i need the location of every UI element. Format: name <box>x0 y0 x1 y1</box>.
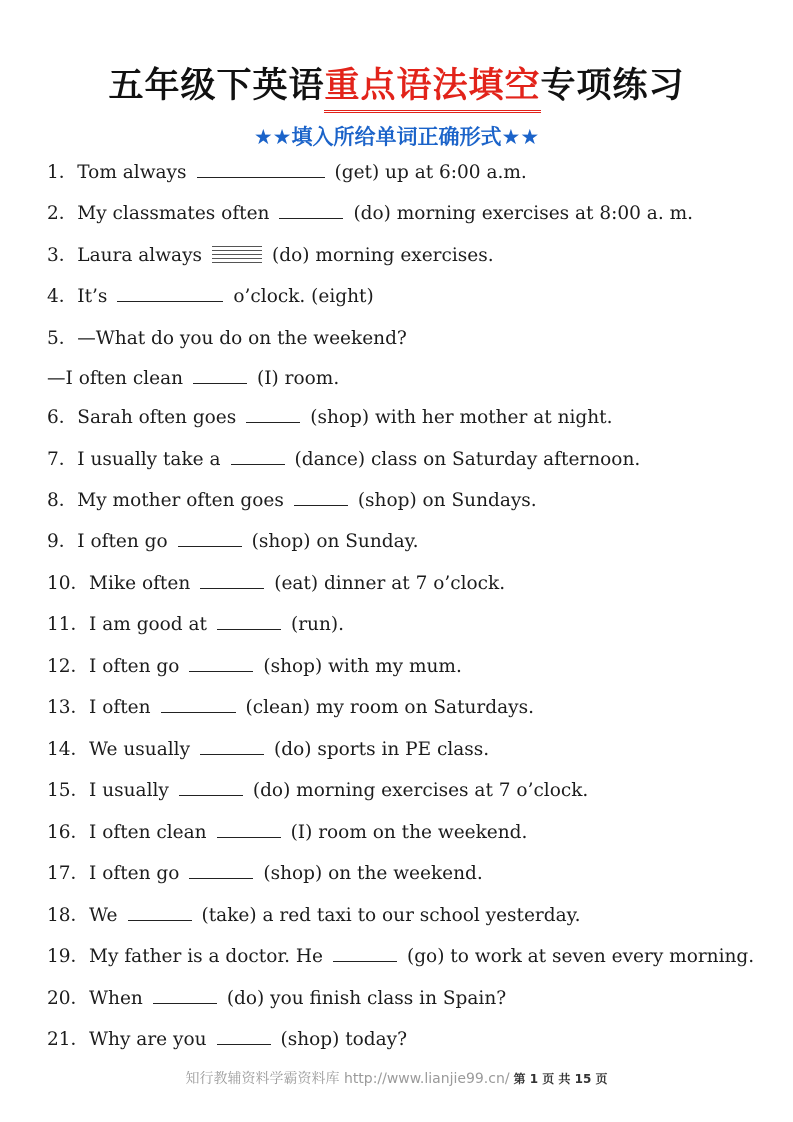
title-prefix: 五年级下英语 <box>108 66 325 106</box>
question-text: Laura always <box>77 245 203 266</box>
question-hint-text: (get) up at 6:00 a.m. <box>334 162 527 183</box>
answer-blank[interactable] <box>197 161 325 178</box>
star-icon-right: ★★ <box>501 125 540 149</box>
question-number: 19． <box>47 946 90 967</box>
answer-blank[interactable] <box>189 862 253 879</box>
question-item <box>47 856 483 892</box>
question-number: 2． <box>47 203 78 224</box>
question-text: I often go <box>89 863 180 884</box>
question-hint-text: (shop) with her mother at night. <box>310 407 613 428</box>
question-item <box>47 524 419 560</box>
question-hint-text: (eat) dinner at 7 o’clock. <box>274 573 506 594</box>
question-hint-text: o’clock. (eight) <box>233 286 374 307</box>
question-hint-text: (shop) on Sundays. <box>357 490 537 511</box>
answer-blank[interactable] <box>193 367 247 384</box>
answer-blank[interactable] <box>294 489 348 506</box>
question-number: 9． <box>47 531 78 552</box>
subtitle-block <box>0 121 793 151</box>
question-hint-text: (I) room. <box>257 368 340 389</box>
question-text: It’s <box>77 286 108 307</box>
subtitle-text: 填入所给单词正确形式 <box>291 125 502 149</box>
question-item <box>47 196 693 232</box>
question-text: I usually take a <box>77 449 221 470</box>
question-text: My father is a doctor. He <box>89 946 323 967</box>
question-hint-text: (clean) my room on Saturdays. <box>245 697 534 718</box>
question-text: —I often clean <box>47 368 184 389</box>
star-icon-left: ★★ <box>253 125 292 149</box>
question-number: 16． <box>47 822 90 843</box>
question-number: 4． <box>47 286 78 307</box>
question-number: 7． <box>47 449 78 470</box>
question-hint-text: (I) room on the weekend. <box>290 822 528 843</box>
question-number: 14． <box>47 739 90 760</box>
question-hint-text: (dance) class on Saturday afternoon. <box>294 449 641 470</box>
question-text: I often clean <box>89 822 207 843</box>
question-hint-text: (do) you finish class in Spain? <box>226 988 507 1009</box>
question-text: —What do you do on the weekend? <box>77 328 407 349</box>
question-item <box>47 898 581 934</box>
question-item <box>47 279 374 315</box>
question-text: We <box>89 905 118 926</box>
question-text: I often go <box>89 656 180 677</box>
answer-blank[interactable] <box>246 406 300 423</box>
title-block <box>0 58 793 113</box>
question-item <box>47 690 534 726</box>
question-item <box>47 773 588 809</box>
question-hint-text: (do) morning exercises. <box>272 245 494 266</box>
answer-blank[interactable] <box>128 904 192 921</box>
question-text: I often <box>89 697 151 718</box>
question-item <box>47 649 462 685</box>
question-item <box>47 1022 407 1058</box>
answer-blank[interactable] <box>117 285 223 302</box>
question-item <box>47 939 754 975</box>
answer-blank[interactable] <box>217 1028 271 1045</box>
answer-blank[interactable] <box>212 243 262 263</box>
answer-blank[interactable] <box>217 821 281 838</box>
question-text: My classmates often <box>77 203 270 224</box>
question-number: 21． <box>47 1029 90 1050</box>
question-number: 20． <box>47 988 90 1009</box>
question-number: 13． <box>47 697 90 718</box>
question-number: 3． <box>47 245 78 266</box>
answer-blank[interactable] <box>333 945 397 962</box>
question-number: 18． <box>47 905 90 926</box>
question-item <box>47 815 527 851</box>
question-text: Why are you <box>89 1029 207 1050</box>
question-text: We usually <box>89 739 191 760</box>
question-number: 15． <box>47 780 90 801</box>
question-number: 8． <box>47 490 78 511</box>
question-text: Mike often <box>89 573 191 594</box>
question-hint-text: (run). <box>291 614 344 635</box>
page-title <box>108 66 684 106</box>
question-item <box>47 607 344 643</box>
question-number: 17． <box>47 863 90 884</box>
answer-blank[interactable] <box>231 448 285 465</box>
question-text: I often go <box>77 531 168 552</box>
question-hint-text: (go) to work at seven every morning. <box>407 946 755 967</box>
question-text: Sarah often goes <box>77 407 237 428</box>
question-text: I usually <box>89 780 169 801</box>
question-item <box>47 321 407 357</box>
question-item <box>47 732 489 768</box>
question-number: 5． <box>47 328 78 349</box>
question-item <box>47 483 537 519</box>
question-hint-text: (do) sports in PE class. <box>274 739 490 760</box>
question-hint-text: (shop) on Sunday. <box>251 531 419 552</box>
question-item <box>47 155 527 191</box>
answer-blank[interactable] <box>153 987 217 1004</box>
subtitle <box>254 125 539 149</box>
question-item <box>47 566 505 602</box>
question-text: When <box>89 988 143 1009</box>
answer-blank[interactable] <box>189 655 253 672</box>
question-number: 1． <box>47 162 78 183</box>
question-hint-text: (do) morning exercises at 7 o’clock. <box>252 780 589 801</box>
answer-blank[interactable] <box>200 738 264 755</box>
question-hint-text: (shop) today? <box>280 1029 408 1050</box>
question-number: 6． <box>47 407 78 428</box>
answer-blank[interactable] <box>200 572 264 589</box>
question-item <box>47 400 612 436</box>
question-hint-text: (do) morning exercises at 8:00 a. m. <box>353 203 694 224</box>
question-text: I am good at <box>89 614 207 635</box>
question-number: 10． <box>47 573 90 594</box>
answer-blank[interactable] <box>161 696 236 713</box>
question-item <box>47 238 494 274</box>
question-number: 11． <box>47 614 90 635</box>
question-text: Tom always <box>77 162 187 183</box>
question-item <box>47 361 339 397</box>
title-highlight: 重点语法填空 <box>324 58 540 113</box>
question-text: My mother often goes <box>77 490 284 511</box>
question-number: 12． <box>47 656 90 677</box>
answer-blank[interactable] <box>217 613 281 630</box>
page-number: 第 1 页 共 15 页 <box>513 1072 608 1086</box>
footer <box>0 1068 793 1088</box>
answer-blank[interactable] <box>279 202 343 219</box>
question-item <box>47 442 640 478</box>
title-suffix: 专项练习 <box>540 66 685 106</box>
question-item <box>47 981 506 1017</box>
answer-blank[interactable] <box>178 530 242 547</box>
question-hint-text: (take) a red taxi to our school yesterday. <box>201 905 581 926</box>
question-hint-text: (shop) on the weekend. <box>263 863 483 884</box>
footer-watermark: 知行教辅资料学霸资料库 http://www.lianjie99.cn/ <box>185 1071 510 1087</box>
question-hint-text: (shop) with my mum. <box>263 656 462 677</box>
answer-blank[interactable] <box>179 779 243 796</box>
